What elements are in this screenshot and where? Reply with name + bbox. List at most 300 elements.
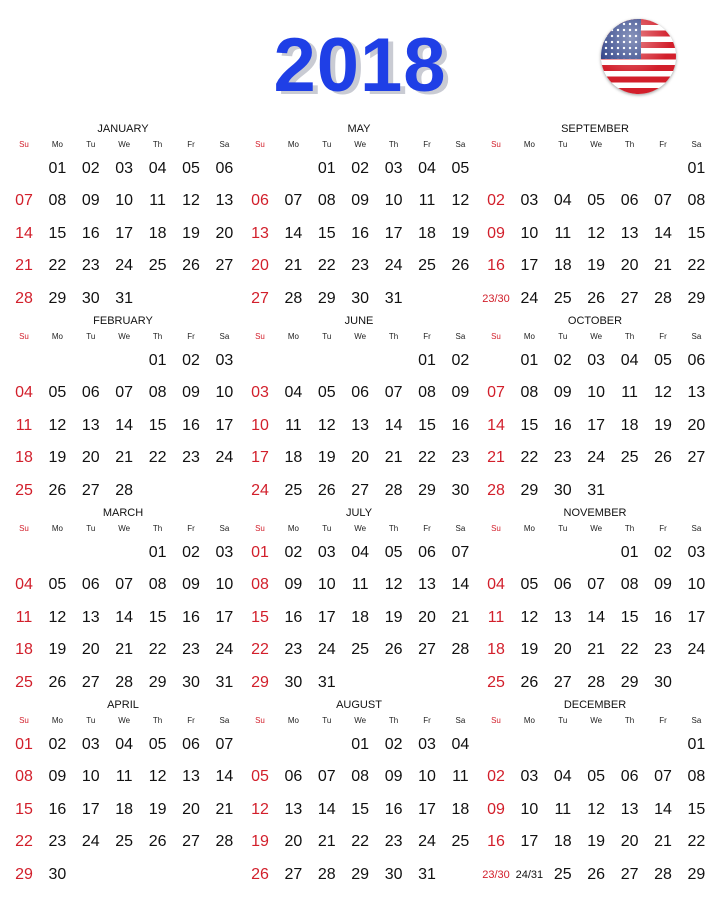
day-cell: 08 — [251, 576, 269, 594]
weekday-header: We — [590, 524, 603, 533]
day-cell: 06 — [284, 768, 303, 786]
day-cell: 02 — [182, 544, 200, 561]
day-cell: 04 — [553, 768, 572, 786]
day-cell: 31 — [587, 481, 606, 499]
day-cell: 25 — [284, 481, 303, 499]
weekday-header: Mo — [51, 524, 63, 533]
day-cell: 09 — [48, 768, 67, 786]
day-cell: 23 — [553, 449, 572, 467]
weekday-header: We — [354, 716, 367, 725]
day-cell: 27 — [182, 833, 200, 851]
day-cell: 20 — [418, 608, 436, 626]
day-cell: 05 — [317, 384, 336, 402]
day-cell: 19 — [451, 224, 470, 242]
day-cell: 09 — [384, 768, 403, 786]
day-cell: 24 — [215, 641, 234, 659]
day-cell: 11 — [452, 768, 469, 786]
weekday-header: Mo — [523, 140, 535, 149]
day-cell: 10 — [418, 768, 436, 786]
day-cell: 27 — [620, 289, 639, 307]
day-cell: 20 — [81, 449, 100, 467]
day-cell: 16 — [182, 416, 200, 434]
day-cell: 21 — [215, 800, 234, 818]
day-cell: 26 — [317, 481, 336, 499]
weekday-header: Sa — [455, 524, 466, 533]
weekday-header: Fr — [423, 716, 431, 725]
weekday-header: Tu — [558, 140, 568, 149]
day-cell: 21 — [15, 257, 33, 275]
day-cell: 29 — [418, 481, 436, 499]
day-cell: 19 — [654, 416, 672, 434]
day-cell: 12 — [148, 768, 167, 786]
day-cell: 20 — [687, 416, 706, 434]
month-name: MAY — [347, 123, 371, 135]
day-cell: 31 — [384, 289, 403, 307]
day-cell: 17 — [587, 416, 606, 434]
day-cell: 30 — [81, 289, 100, 307]
day-cell: 16 — [553, 416, 572, 434]
day-cell: 30 — [384, 865, 403, 883]
day-cell: 04 — [115, 736, 134, 753]
weekday-header: Mo — [287, 332, 299, 341]
weekday-header: We — [354, 140, 367, 149]
weekday-header: Sa — [455, 140, 466, 149]
day-cell: 20 — [284, 833, 303, 851]
day-cell: 08 — [148, 384, 167, 402]
weekday-header: Th — [388, 140, 399, 149]
day-cell: 23 — [182, 641, 200, 659]
day-cell: 27 — [251, 289, 269, 307]
day-cell: 12 — [317, 416, 336, 434]
day-cell: 17 — [81, 800, 100, 818]
day-cell: 12 — [48, 416, 67, 434]
day-cell: 05 — [587, 768, 606, 786]
day-cell: 21 — [384, 449, 403, 467]
day-cell: 06 — [351, 384, 370, 402]
day-cell: 20 — [182, 800, 200, 818]
day-cell: 08 — [48, 192, 67, 210]
month-name: JULY — [345, 507, 373, 519]
day-cell: 13 — [620, 224, 639, 242]
weekday-header: Tu — [86, 140, 96, 149]
day-cell: 02 — [451, 352, 470, 369]
day-cell: 23 — [351, 257, 370, 275]
day-cell: 22 — [251, 641, 269, 659]
weekday-header: We — [354, 524, 367, 533]
day-cell: 28 — [215, 833, 234, 851]
weekday-header: Su — [491, 524, 501, 533]
day-cell: 11 — [554, 800, 572, 818]
day-cell: 09 — [182, 384, 200, 402]
day-cell: 16 — [654, 608, 672, 626]
day-cell: 08 — [520, 384, 539, 402]
day-cell: 02 — [487, 192, 505, 210]
day-cell: 13 — [620, 800, 639, 818]
day-cell: 16 — [284, 608, 303, 626]
day-cell: 04 — [15, 576, 33, 594]
weekday-header: We — [118, 140, 131, 149]
day-cell: 26 — [48, 673, 67, 691]
weekday-header: We — [118, 332, 131, 341]
weekday-header: Su — [255, 716, 265, 725]
day-cell: 29 — [48, 289, 67, 307]
day-cell: 16 — [81, 224, 100, 242]
day-cell: 16 — [451, 416, 470, 434]
day-cell: 09 — [654, 576, 672, 594]
day-cell: 28 — [487, 481, 505, 499]
day-cell: 24 — [215, 449, 234, 467]
day-cell: 25 — [351, 641, 370, 659]
day-cell: 08 — [687, 192, 706, 210]
weekday-header: We — [118, 524, 131, 533]
day-cell: 03 — [520, 768, 539, 786]
day-cell: 06 — [215, 160, 234, 177]
weekday-header: Sa — [691, 140, 702, 149]
day-cell: 12 — [48, 608, 67, 626]
day-cell: 18 — [620, 416, 639, 434]
day-cell: 25 — [115, 833, 134, 851]
day-cell: 04 — [620, 352, 639, 369]
day-cell: 07 — [215, 736, 234, 753]
day-cell: 18 — [451, 800, 470, 818]
day-cell: 03 — [587, 352, 606, 369]
day-cell: 09 — [351, 192, 370, 210]
day-cell: 19 — [148, 800, 167, 818]
day-cell: 14 — [115, 416, 134, 434]
month-name: AUGUST — [336, 699, 382, 711]
day-cell: 21 — [587, 641, 606, 659]
day-cell: 05 — [48, 384, 67, 402]
day-cell: 14 — [384, 416, 403, 434]
day-cell: 23/30 — [482, 292, 510, 305]
weekday-header: Th — [388, 716, 399, 725]
day-cell: 19 — [251, 833, 269, 851]
day-cell: 10 — [587, 384, 606, 402]
day-cell: 24 — [587, 449, 606, 467]
day-cell: 21 — [284, 257, 303, 275]
weekday-header: Su — [19, 140, 29, 149]
day-cell: 04 — [284, 384, 303, 402]
day-cell: 23 — [451, 449, 470, 467]
day-cell: 29 — [351, 865, 370, 883]
day-cell: 30 — [48, 865, 67, 883]
day-cell: 20 — [81, 641, 100, 659]
day-cell: 02 — [487, 768, 505, 786]
month-name: DECEMBER — [563, 699, 627, 711]
day-cell: 24 — [317, 641, 336, 659]
day-cell: 23 — [48, 833, 67, 851]
day-cell: 22 — [48, 257, 67, 275]
day-cell: 16 — [384, 800, 403, 818]
day-cell: 02 — [48, 736, 67, 753]
day-cell: 10 — [215, 384, 234, 402]
day-cell: 28 — [115, 481, 134, 499]
day-cell: 22 — [148, 449, 167, 467]
month-name: APRIL — [107, 699, 139, 711]
day-cell: 14 — [587, 608, 606, 626]
day-cell: 16 — [182, 608, 200, 626]
day-cell: 10 — [687, 576, 706, 594]
day-cell: 13 — [81, 608, 100, 626]
day-cell: 19 — [587, 257, 606, 275]
day-cell: 30 — [553, 481, 572, 499]
day-cell: 30 — [284, 673, 303, 691]
day-cell: 25 — [15, 673, 33, 691]
day-cell: 02 — [351, 160, 370, 177]
day-cell: 13 — [284, 800, 303, 818]
day-cell: 24 — [115, 257, 134, 275]
day-cell: 22 — [351, 833, 370, 851]
day-cell: 22 — [687, 257, 706, 275]
weekday-header: Th — [624, 716, 635, 725]
day-cell: 28 — [115, 673, 134, 691]
day-cell: 15 — [251, 608, 269, 626]
day-cell: 13 — [215, 192, 234, 210]
day-cell: 08 — [620, 576, 639, 594]
day-cell: 15 — [418, 416, 436, 434]
weekday-header: Mo — [51, 332, 63, 341]
day-cell: 18 — [284, 449, 303, 467]
day-cell: 31 — [418, 865, 436, 883]
day-cell: 05 — [182, 160, 200, 177]
weekday-header: Tu — [558, 524, 568, 533]
day-cell: 02 — [182, 352, 200, 369]
weekday-header: Th — [624, 140, 635, 149]
day-cell: 30 — [654, 673, 672, 691]
day-cell: 28 — [654, 865, 672, 883]
day-cell: 27 — [81, 673, 100, 691]
day-cell: 07 — [587, 576, 606, 594]
weekday-header: Fr — [659, 332, 667, 341]
day-cell: 06 — [553, 576, 572, 594]
day-cell: 27 — [351, 481, 370, 499]
day-cell: 28 — [284, 289, 303, 307]
day-cell: 12 — [384, 576, 403, 594]
weekday-header: Th — [152, 524, 163, 533]
weekday-header: Mo — [287, 140, 299, 149]
day-cell: 24 — [251, 481, 269, 499]
day-cell: 04 — [418, 160, 436, 177]
day-cell: 12 — [182, 192, 200, 210]
day-cell: 14 — [487, 416, 505, 434]
day-cell: 01 — [418, 352, 436, 369]
day-cell: 22 — [687, 833, 706, 851]
day-cell: 28 — [384, 481, 403, 499]
day-cell: 25 — [620, 449, 639, 467]
day-cell: 14 — [654, 224, 672, 242]
day-cell: 02 — [284, 544, 303, 561]
weekday-header: Sa — [219, 140, 230, 149]
day-cell: 11 — [487, 608, 505, 626]
day-cell: 14 — [215, 768, 234, 786]
day-cell: 24 — [687, 641, 706, 659]
day-cell: 18 — [15, 641, 33, 659]
weekday-header: Fr — [187, 140, 195, 149]
day-cell: 26 — [148, 833, 167, 851]
day-cell: 15 — [687, 800, 706, 818]
month-name: MARCH — [102, 507, 144, 519]
weekday-header: Tu — [322, 524, 332, 533]
day-cell: 12 — [520, 608, 539, 626]
day-cell: 18 — [553, 257, 572, 275]
day-cell: 17 — [418, 800, 436, 818]
day-cell: 22 — [520, 449, 539, 467]
day-cell: 17 — [384, 224, 403, 242]
day-cell: 01 — [687, 736, 706, 753]
day-cell: 05 — [148, 736, 167, 753]
day-cell: 07 — [654, 768, 672, 786]
day-cell: 15 — [620, 608, 639, 626]
day-cell: 25 — [148, 257, 167, 275]
day-cell: 04 — [351, 544, 370, 561]
day-cell: 20 — [620, 833, 639, 851]
day-cell: 01 — [15, 736, 33, 753]
day-cell: 23/30 — [482, 868, 510, 881]
day-cell: 02 — [654, 544, 672, 561]
month-name: JUNE — [344, 315, 374, 327]
day-cell: 04 — [487, 576, 505, 594]
day-cell: 03 — [215, 544, 234, 561]
year-title: 2018 — [273, 23, 447, 108]
day-cell: 03 — [215, 352, 234, 369]
day-cell: 29 — [15, 865, 33, 883]
day-cell: 18 — [351, 608, 370, 626]
day-cell: 17 — [317, 608, 336, 626]
day-cell: 10 — [215, 576, 234, 594]
weekday-header: Th — [152, 332, 163, 341]
day-cell: 07 — [115, 384, 134, 402]
day-cell: 08 — [351, 768, 370, 786]
day-cell: 11 — [149, 192, 166, 210]
day-cell: 19 — [587, 833, 606, 851]
day-cell: 16 — [487, 257, 505, 275]
weekday-header: Su — [491, 716, 501, 725]
day-cell: 23 — [284, 641, 303, 659]
day-cell: 23 — [654, 641, 672, 659]
day-cell: 26 — [182, 257, 200, 275]
day-cell: 06 — [182, 736, 200, 753]
day-cell: 28 — [317, 865, 336, 883]
day-cell: 11 — [285, 416, 302, 434]
day-cell: 08 — [148, 576, 167, 594]
weekday-header: We — [354, 332, 367, 341]
day-cell: 17 — [251, 449, 269, 467]
day-cell: 27 — [215, 257, 234, 275]
month-march — [7, 507, 239, 697]
weekday-header: Su — [255, 140, 265, 149]
weekday-header: Fr — [423, 332, 431, 341]
day-cell: 06 — [81, 576, 100, 594]
day-cell: 11 — [351, 576, 369, 594]
weekday-header: Sa — [219, 524, 230, 533]
weekday-header: Fr — [423, 140, 431, 149]
day-cell: 25 — [451, 833, 470, 851]
month-name: SEPTEMBER — [561, 123, 629, 135]
day-cell: 16 — [351, 224, 370, 242]
day-cell: 08 — [418, 384, 436, 402]
day-cell: 09 — [487, 800, 505, 818]
month-name: FEBRUARY — [93, 315, 153, 327]
day-cell: 12 — [451, 192, 470, 210]
month-august — [243, 699, 475, 889]
day-cell: 02 — [553, 352, 572, 369]
day-cell: 10 — [251, 416, 269, 434]
day-cell: 11 — [15, 608, 33, 626]
day-cell: 29 — [687, 289, 706, 307]
day-cell: 07 — [115, 576, 134, 594]
weekday-header: Th — [152, 716, 163, 725]
day-cell: 17 — [520, 833, 539, 851]
day-cell: 13 — [351, 416, 370, 434]
day-cell: 22 — [148, 641, 167, 659]
day-cell: 03 — [317, 544, 336, 561]
day-cell: 29 — [520, 481, 539, 499]
day-cell: 13 — [182, 768, 200, 786]
day-cell: 09 — [81, 192, 100, 210]
day-cell: 13 — [687, 384, 706, 402]
weekday-header: Su — [19, 524, 29, 533]
weekday-header: Fr — [659, 716, 667, 725]
weekday-header: Th — [388, 524, 399, 533]
day-cell: 06 — [418, 544, 436, 561]
day-cell: 29 — [251, 673, 269, 691]
flag-gloss — [601, 19, 676, 94]
day-cell: 17 — [115, 224, 134, 242]
weekday-header: Mo — [287, 716, 299, 725]
day-cell: 22 — [317, 257, 336, 275]
day-cell: 07 — [317, 768, 336, 786]
day-cell: 18 — [115, 800, 134, 818]
day-cell: 24 — [81, 833, 100, 851]
day-cell: 26 — [520, 673, 539, 691]
day-cell: 21 — [654, 257, 672, 275]
day-cell: 30 — [351, 289, 370, 307]
day-cell: 31 — [317, 673, 336, 691]
weekday-header: Sa — [455, 332, 466, 341]
weekday-header: We — [590, 716, 603, 725]
day-cell: 25 — [418, 257, 436, 275]
day-cell: 25 — [553, 865, 572, 883]
day-cell: 09 — [451, 384, 470, 402]
day-cell: 14 — [284, 224, 303, 242]
weekday-header: Mo — [287, 524, 299, 533]
day-cell: 22 — [620, 641, 639, 659]
day-cell: 10 — [81, 768, 100, 786]
month-october — [479, 315, 711, 505]
weekday-header: Tu — [86, 716, 96, 725]
weekday-header: Mo — [523, 332, 535, 341]
day-cell: 29 — [620, 673, 639, 691]
day-cell: 09 — [182, 576, 200, 594]
weekday-header: Fr — [187, 524, 195, 533]
weekday-header: Fr — [423, 524, 431, 533]
day-cell: 10 — [520, 224, 539, 242]
month-december — [479, 699, 711, 889]
day-cell: 20 — [215, 224, 234, 242]
day-cell: 11 — [115, 768, 133, 786]
day-cell: 14 — [451, 576, 470, 594]
day-cell: 21 — [115, 641, 134, 659]
day-cell: 03 — [251, 384, 269, 402]
day-cell: 27 — [553, 673, 572, 691]
day-cell: 26 — [654, 449, 672, 467]
month-january — [7, 123, 239, 313]
weekday-header: Su — [491, 332, 501, 341]
day-cell: 18 — [418, 224, 436, 242]
weekday-header: Mo — [51, 140, 63, 149]
day-cell: 23 — [384, 833, 403, 851]
day-cell: 06 — [251, 192, 269, 210]
